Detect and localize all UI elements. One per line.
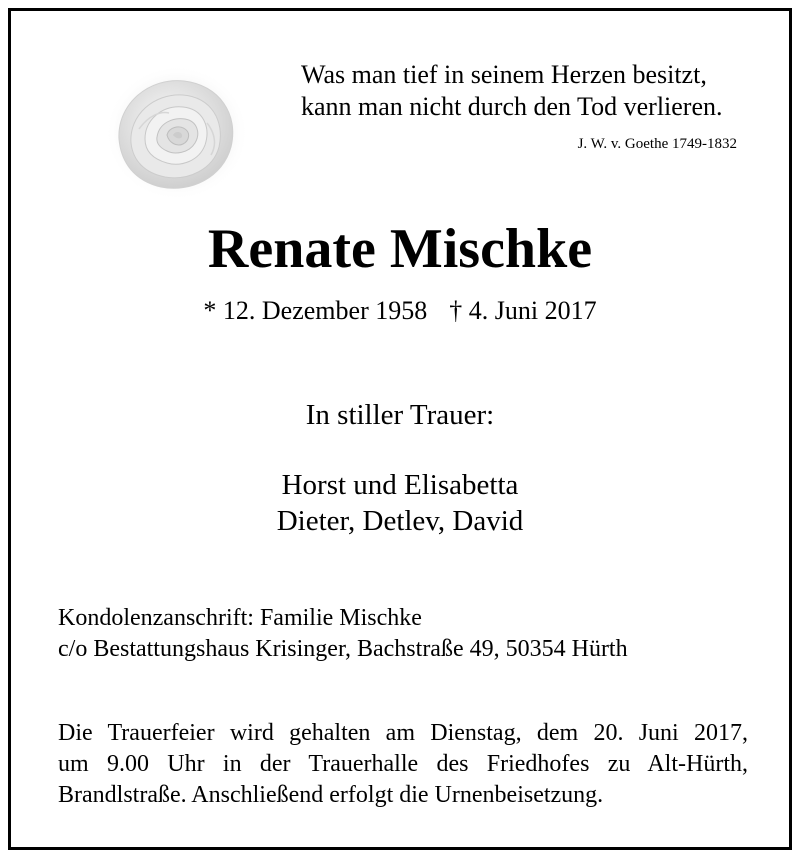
condolence-line-2: c/o Bestattungshaus Krisinger, Bachstraße 49, 50354 Hürth bbox=[58, 636, 628, 662]
mourners-line-2: Dieter, Detlev, David bbox=[276, 505, 524, 537]
funeral-ceremony-info bbox=[58, 718, 748, 811]
ceremony-line-3: Brandlstraße. Anschließend erfolgt die Urnenbeisetzung. bbox=[58, 782, 604, 808]
quote-author: J. W. v. Goethe 1749-1832 bbox=[577, 136, 737, 152]
mourners-line-1: Horst und Elisabetta bbox=[281, 469, 519, 501]
deceased-name: Renate Mischke bbox=[207, 218, 593, 280]
ceremony-line-2: um 9.00 Uhr in der Trauerhalle des Friedhofes zu Alt-Hürth, bbox=[58, 751, 748, 777]
rose-icon bbox=[99, 59, 249, 204]
life-dates bbox=[11, 295, 789, 327]
condolence-address bbox=[58, 603, 628, 665]
ceremony-line-1: Die Trauerfeier wird gehalten am Dienstag, dem 20. Juni 2017, bbox=[58, 720, 748, 746]
quote-line-1: Was man tief in seinem Herzen besitzt, bbox=[301, 60, 707, 89]
condolence-line-1: Kondolenzanschrift: Familie Mischke bbox=[58, 605, 422, 631]
birth-date: * 12. Dezember 1958 bbox=[203, 296, 428, 325]
quote-line-2: kann man nicht durch den Tod verlieren. bbox=[301, 92, 723, 121]
goethe-quote bbox=[301, 59, 771, 123]
mourners-list bbox=[11, 467, 789, 539]
mourning-heading: In stiller Trauer: bbox=[305, 399, 495, 431]
obituary-notice bbox=[8, 8, 792, 850]
death-date: † 4. Juni 2017 bbox=[449, 296, 597, 325]
